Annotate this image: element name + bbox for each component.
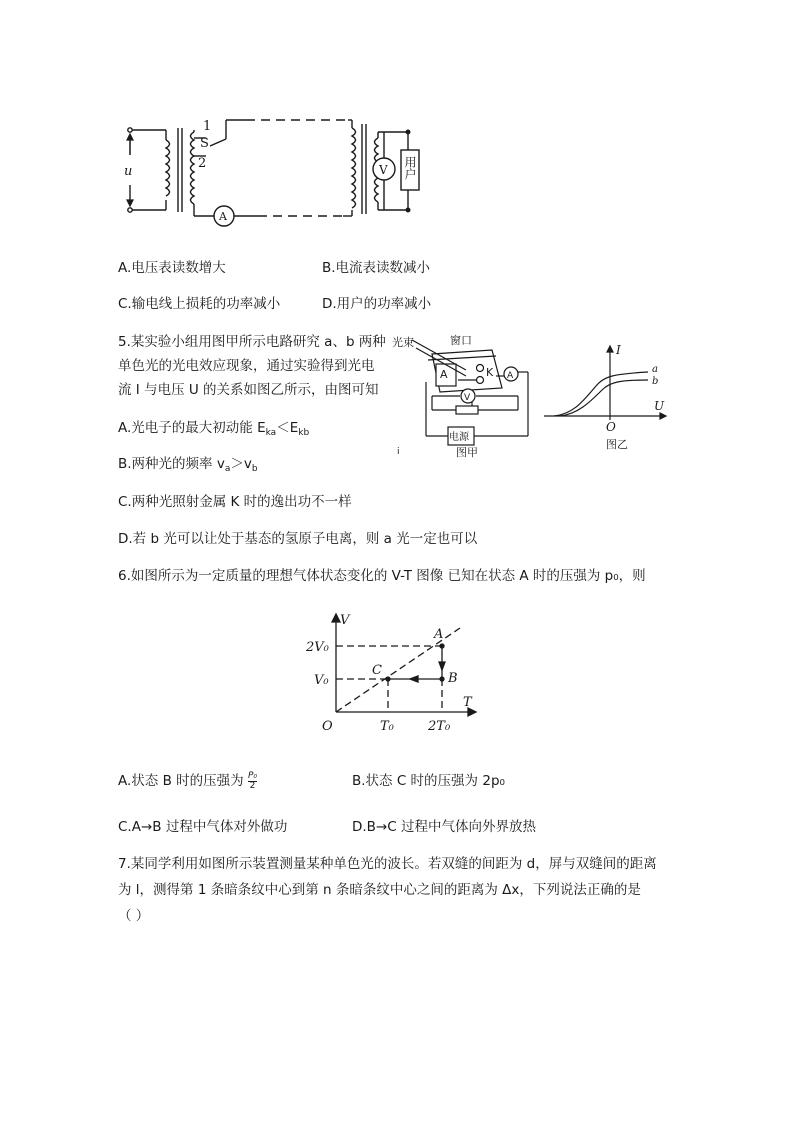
axis-u-label: U (654, 399, 665, 413)
q7-answer-bracket: （ ） (118, 908, 150, 924)
tick-2t0: 2T₀ (428, 719, 451, 734)
origin-label: O (606, 420, 616, 434)
ammeter-label: A (507, 371, 514, 381)
voltmeter-label: V (464, 393, 471, 403)
figure-jia-caption: 图甲 (456, 446, 478, 459)
q5-option-a[interactable]: A.光电子的最大初动能 $E_{ka}<E_{kb}$ (118, 420, 310, 438)
user-load-label: 用户 (403, 156, 417, 180)
curve-b-label: b (652, 376, 659, 387)
q5-stem-line-3: 流 I 与电压 U 的关系如图乙所示，由图可知 (118, 382, 379, 398)
stray-mark: i (397, 447, 400, 457)
tap-1-label: 1 (203, 119, 212, 134)
switch-s-label: S (200, 136, 209, 151)
q5-option-d[interactable]: D.若 b 光可以让处于基态的氢原子电离，则 a 光一定也可以 (118, 531, 478, 547)
photoelectric-circuit-figure (392, 332, 542, 460)
tick-v0: V₀ (314, 673, 329, 688)
point-c-label: C (372, 663, 382, 678)
point-b-label: B (448, 671, 458, 686)
tick-2v0: 2V₀ (306, 640, 329, 655)
tick-t0: T₀ (380, 719, 394, 734)
label-u: u (124, 164, 133, 179)
q5-stem-line-2: 单色光的光电效应现象，通过实验得到光电 (118, 358, 375, 374)
q4-option-d[interactable]: D.用户的功率减小 (322, 296, 432, 312)
q6-option-a[interactable]: A.状态 B 时的压强为 $\frac{\text{P₀}}{2}$ (118, 770, 257, 791)
q4-option-c[interactable]: C.输电线上损耗的功率减小 (118, 296, 281, 312)
q5-option-c[interactable]: C.两种光照射金属 K 时的逸出功不一样 (118, 494, 352, 510)
axis-v-label: V (340, 613, 350, 628)
q4-option-b[interactable]: B.电流表读数减小 (322, 260, 431, 276)
q6-option-d[interactable]: D.B→C 过程中气体向外界放热 (352, 819, 536, 835)
electrode-a-label: A (440, 368, 448, 381)
q6-stem: 6.如图所示为一定质量的理想气体状态变化的 V-T 图像 已知在状态 A 时的压强为 p₀，则 (118, 568, 646, 584)
tap-2-label: 2 (198, 156, 207, 171)
q5-option-b[interactable]: B.两种光的频率 $v_a>v_b$ (118, 456, 258, 474)
curve-a-label: a (652, 364, 658, 375)
transformer-circuit-figure (118, 110, 438, 228)
vt-graph (300, 608, 490, 738)
q7-stem-line-1: 7.某同学利用如图所示装置测量某种单色光的波长。若双缝的间距为 d，屏与双缝间的距离 (118, 856, 657, 872)
voltmeter-label: V (379, 163, 388, 177)
axis-i-label: I (616, 343, 621, 357)
q7-stem-line-2: 为 l，测得第 1 条暗条纹中心到第 n 条暗条纹中心之间的距离为 Δx，下列说法正确的是 (118, 882, 641, 898)
current-voltage-graph (544, 336, 674, 456)
ammeter-label: A (219, 210, 227, 223)
q5-stem-line-1: 5.某实验小组用图甲所示电路研究 a、b 两种 (118, 334, 386, 350)
power-supply-label: 电源 (449, 432, 469, 443)
axis-t-label: T (463, 695, 472, 710)
q6-option-b[interactable]: B.状态 C 时的压强为 2p₀ (352, 773, 505, 789)
beam-label: 光束 (392, 336, 414, 349)
point-a-label: A (434, 627, 444, 642)
electrode-k-label: K (486, 366, 494, 379)
q4-option-a[interactable]: A.电压表读数增大 (118, 260, 226, 276)
window-label: 窗口 (450, 334, 472, 347)
q6-option-c[interactable]: C.A→B 过程中气体对外做功 (118, 819, 288, 835)
figure-yi-caption: 图乙 (606, 438, 628, 451)
fraction-p0-over-2: $\frac{\text{P₀}}{2}$ (247, 770, 257, 791)
origin-label: O (322, 719, 333, 734)
